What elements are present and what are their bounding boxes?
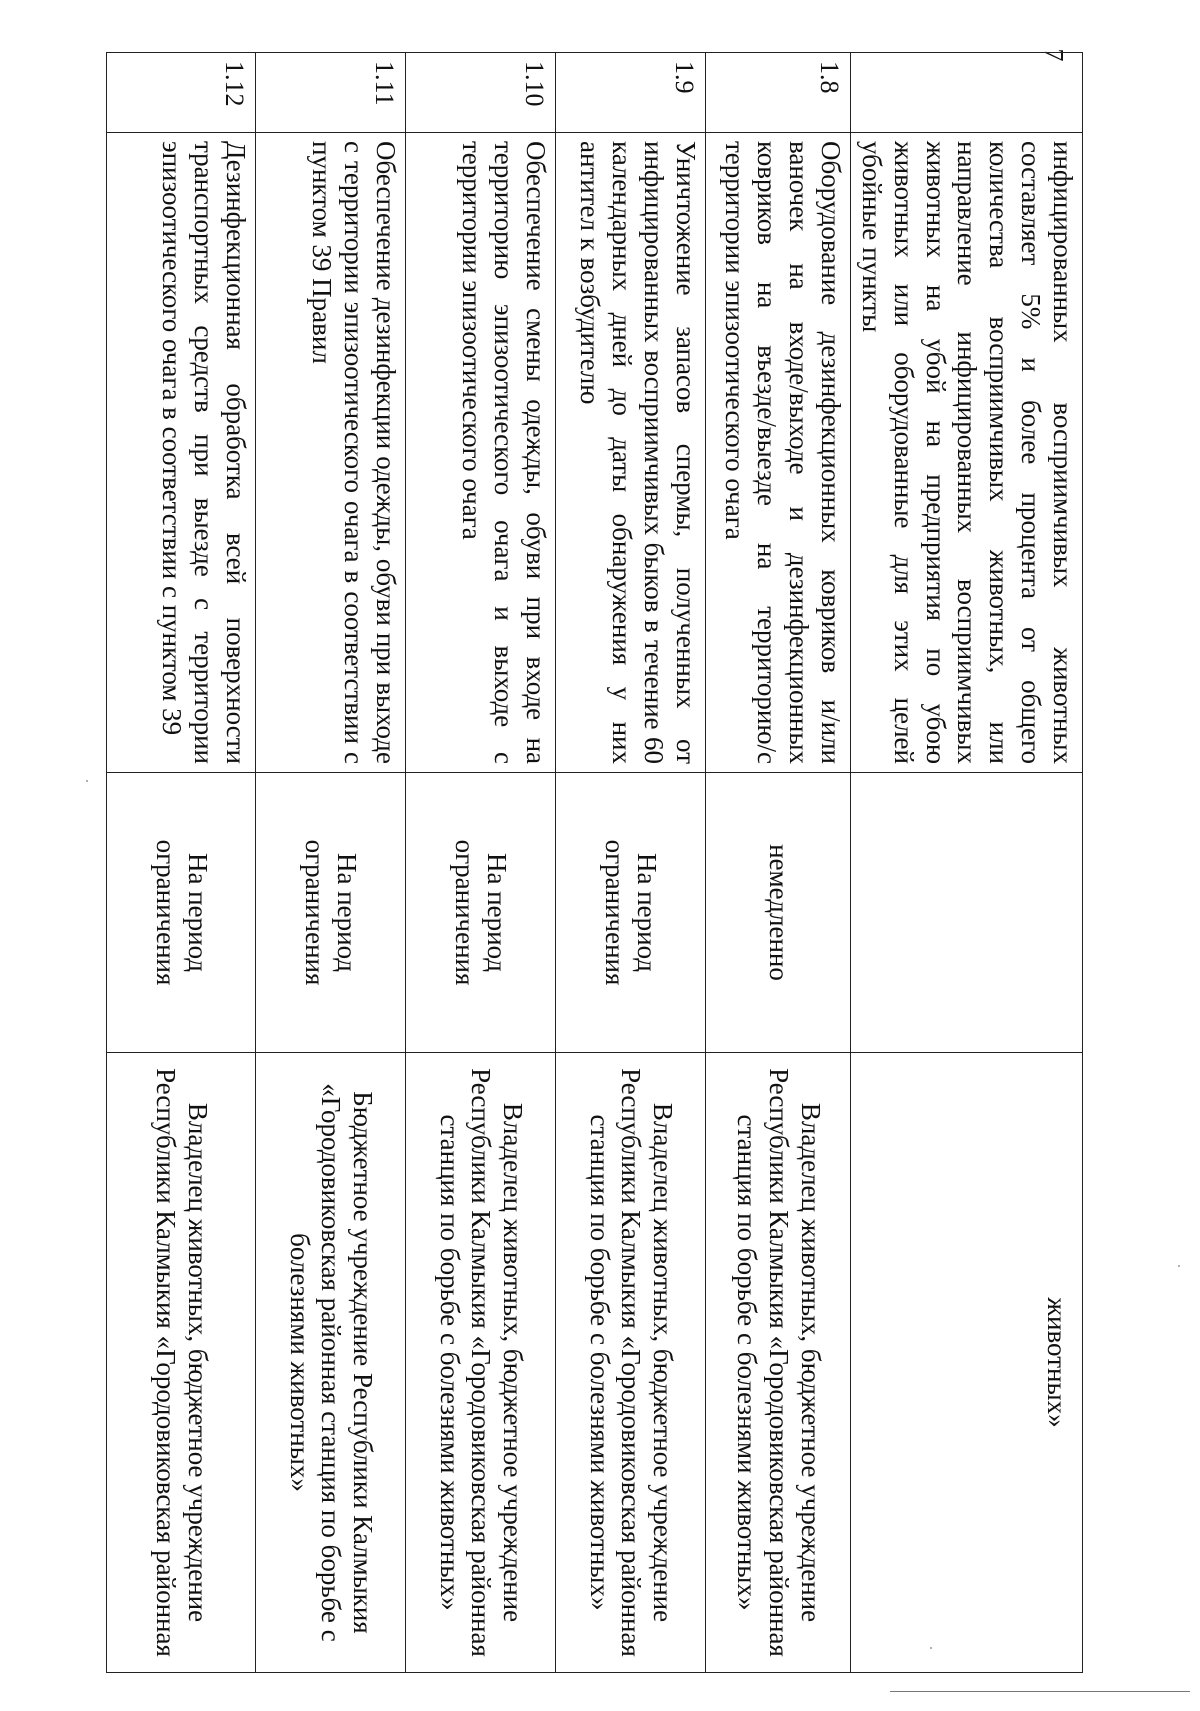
scan-speck: [86, 780, 88, 782]
measure-term: [850, 773, 1082, 1053]
measure-responsible: животных»: [850, 1053, 1082, 1673]
row-number: 1.10: [405, 53, 555, 133]
measure-term: На период ограничения: [106, 773, 255, 1053]
measure-term: На период ограничения: [255, 773, 405, 1053]
table-row: [405, 53, 555, 1673]
row-number: 1.11: [255, 53, 405, 133]
table-row: [555, 53, 705, 1673]
measure-description: Обеспечение смены одежды, обуви при входе на территорию эпизоотического очага и выходе с территории эпизоотического очага: [405, 133, 555, 773]
measure-responsible: Владелец животных, бюджетное учреждение Республики Калмыкия «Городовиковская районная станция по борьбе с болезнями животных»: [555, 1053, 705, 1673]
measure-description: Обеспечение дезинфекции одежды, обуви при выходе с территории эпизоотического очага в соответствии с пунктом 39 Правил: [255, 133, 405, 773]
table-row: [106, 53, 255, 1673]
measure-responsible: Владелец животных, бюджетное учреждение Республики Калмыкия «Городовиковская районная станция по борьбе с болезнями животных»: [405, 1053, 555, 1673]
scan-speck: [1178, 1265, 1180, 1267]
table-row: [705, 53, 850, 1673]
table-row: [255, 53, 405, 1673]
scan-edge-line: [890, 1691, 1190, 1692]
row-number: 1.9: [555, 53, 705, 133]
scan-speck: [930, 1647, 932, 1649]
measure-description: Уничтожение запасов спермы, полученных от инфицированных восприимчивых быков в течение 60 календарных дней до даты обнаружения у них антител к возбудителю: [555, 133, 705, 773]
row-number: [850, 53, 1082, 133]
measure-responsible: Бюджетное учреждение Республики Калмыкия «Городовиковская районная станция по борьбе с болезнями животных»: [255, 1053, 405, 1673]
measure-term: немедленно: [705, 773, 850, 1053]
row-number: 1.8: [705, 53, 850, 133]
measure-description: Оборудование дезинфекционных ковриков и/или ваночек на входе/выходе и дезинфекционных ковриков на въезде/выезде на территорию/с территории эпизоотического очага: [705, 133, 850, 773]
measures-table: [106, 52, 1083, 1673]
measure-description: Дезинфекционная обработка всей поверхности транспортных средств при выезде с территории эпизоотического очага в соответствии с пунктом 39: [106, 133, 255, 773]
measure-description: инфицированных восприимчивых животных составляет 5% и более процента от общего количества восприимчивых животных, или направление инфицированных восприимчивых животных на убой на предприятия по убою животных или оборудованные для этих целей убойные пункты: [850, 133, 1082, 773]
measure-responsible: Владелец животных, бюджетное учреждение Республики Калмыкия «Городовиковская районная: [106, 1053, 255, 1673]
row-number: 1.12: [106, 53, 255, 133]
page-number: 7: [1039, 48, 1069, 62]
table-row: [850, 53, 1082, 1673]
measure-term: На период ограничения: [405, 773, 555, 1053]
measure-term: На период ограничения: [555, 773, 705, 1053]
measure-responsible: Владелец животных, бюджетное учреждение Республики Калмыкия «Городовиковская районная станция по борьбе с болезнями животных»: [705, 1053, 850, 1673]
